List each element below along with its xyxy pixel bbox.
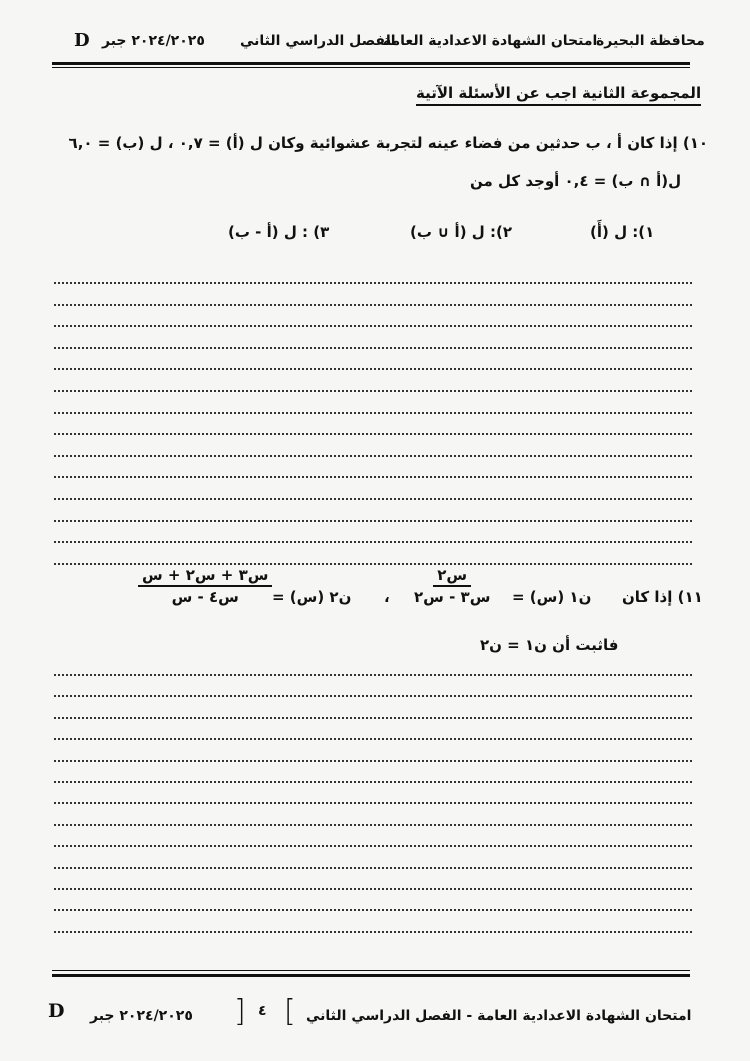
answer-line	[54, 888, 692, 890]
q10-line2: ل(أ ∩ ب) = ٠,٤ أوجد كل من	[470, 172, 682, 190]
answer-line	[54, 695, 692, 697]
header-rule	[52, 62, 690, 65]
answer-line	[54, 412, 692, 414]
answer-line	[54, 931, 692, 933]
q11-separator: ،	[384, 588, 390, 606]
page-bracket-left: [	[284, 994, 296, 1029]
answer-line	[54, 824, 692, 826]
q10-part2: ٢): ل (أ ∪ ب)	[410, 223, 513, 241]
q11-prove: فاثبت أن ن١ = ن٢	[480, 636, 619, 654]
footer-exam-title: امتحان الشهادة الاعدادية العامة - الفصل الدراسي الثاني	[306, 1008, 692, 1024]
answer-line	[54, 845, 692, 847]
q11-f1-numerator: س٢	[433, 566, 471, 587]
answer-line	[54, 674, 692, 676]
footer-year-subject: ٢٠٢٤/٢٠٢٥ جبر	[90, 1008, 193, 1024]
answer-line	[54, 433, 692, 435]
page-bracket-right: ]	[234, 994, 246, 1029]
answer-line	[54, 760, 692, 762]
q11-intro: ١١) إذا كان	[622, 588, 703, 606]
q11-f1-denominator: س٣ - س٢	[414, 588, 491, 606]
q10-line1: ١٠) إذا كان أ ، ب حدثين من فضاء عينه لتجربة عشوائية وكان ل (أ) = ٠,٧ ، ل (ب) = ٦,٠	[68, 134, 708, 152]
q10-part1: ١): ل (أَ)	[590, 223, 655, 241]
model-letter-bottom: D	[48, 1000, 65, 1022]
header-term: الفصل الدراسي الثاني	[240, 33, 396, 49]
answer-line	[54, 717, 692, 719]
header-exam-title: امتحان الشهادة الاعدادية العامة	[383, 33, 598, 49]
answer-line	[54, 282, 692, 284]
q11-f1-fraction	[414, 566, 490, 606]
answer-line	[54, 738, 692, 740]
footer-page-number: ٤	[258, 1003, 267, 1019]
footer-rule-thin	[52, 970, 690, 971]
answer-line	[54, 347, 692, 349]
answer-line	[54, 909, 692, 911]
q11-f1-name: ن١ (س) =	[512, 588, 592, 606]
header-rule-thin	[52, 67, 690, 68]
answer-line	[54, 541, 692, 543]
answer-line	[54, 325, 692, 327]
answer-line	[54, 390, 692, 392]
q10-part3: ٣) : ل (أ - ب)	[228, 223, 330, 241]
answer-line	[54, 304, 692, 306]
q11-f2-fraction	[138, 566, 272, 606]
q11-f2-name: ن٢ (س) =	[272, 588, 352, 606]
answer-line	[54, 498, 692, 500]
section-title: المجموعة الثانية اجب عن الأسئلة الآتية	[416, 84, 701, 106]
answer-line	[54, 802, 692, 804]
answer-line	[54, 563, 692, 565]
model-letter-top: D	[74, 30, 90, 51]
answer-line	[54, 455, 692, 457]
answer-line	[54, 520, 692, 522]
q11-f2-denominator: س٤ - س	[171, 588, 239, 606]
answer-line	[54, 476, 692, 478]
q11-f2-numerator: س٣ + س٢ + س	[138, 566, 272, 587]
answer-line	[54, 867, 692, 869]
footer-rule	[52, 974, 690, 977]
header-governorate: محافظة البحيرة	[596, 33, 705, 49]
header-year-subject: ٢٠٢٤/٢٠٢٥ جبر	[102, 33, 205, 49]
answer-line	[54, 781, 692, 783]
answer-line	[54, 368, 692, 370]
